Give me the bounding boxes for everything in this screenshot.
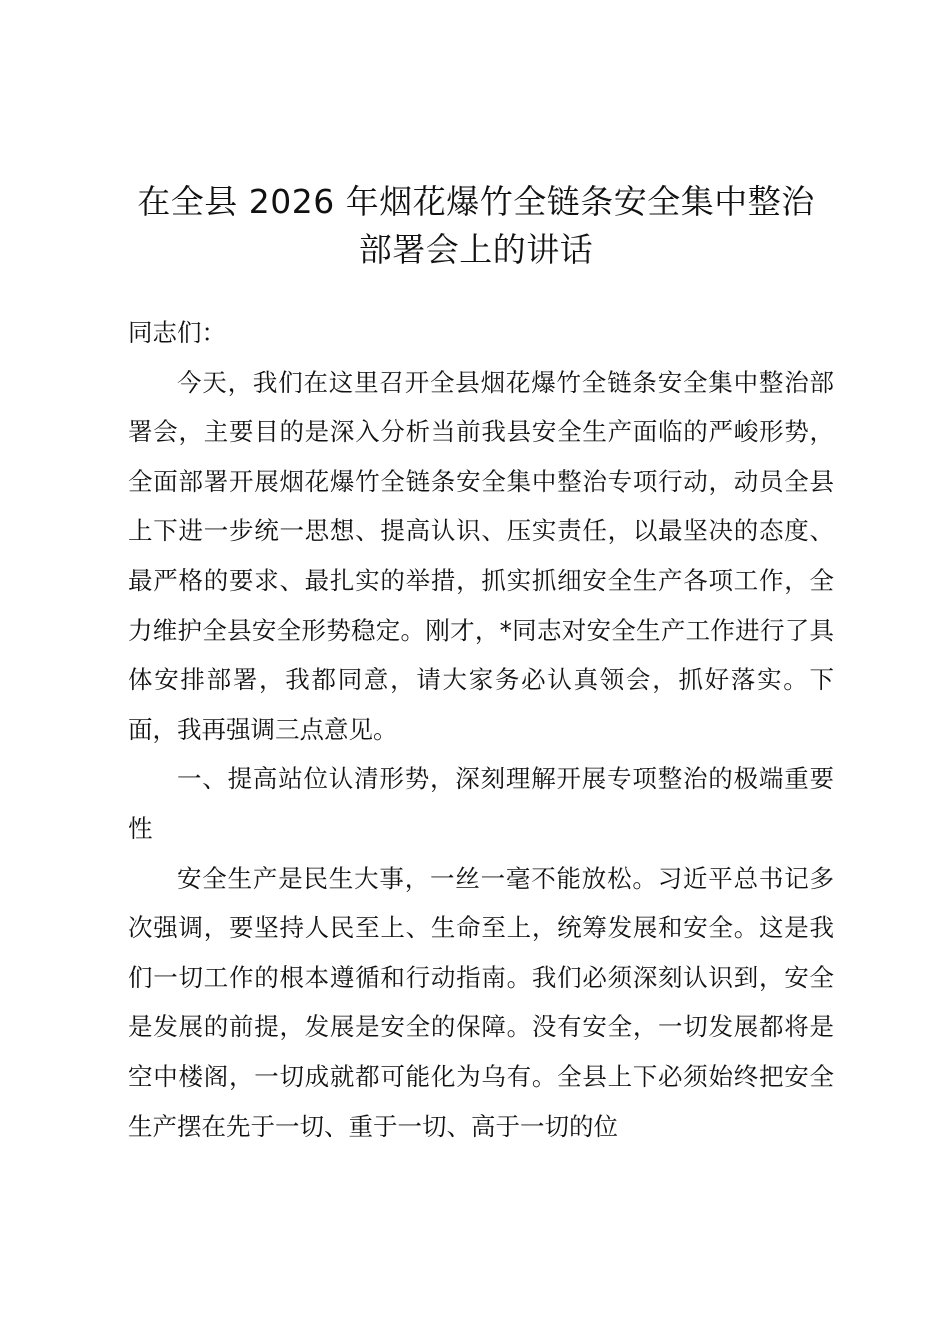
section-heading-1: 一、提高站位认清形势，深刻理解开展专项整治的极端重要性 (128, 764, 834, 843)
document-title (120, 178, 832, 274)
document-body (128, 308, 834, 1151)
title-line-1: 在全县 2026 年烟花爆竹全链条安全集中整治 (137, 182, 815, 221)
paragraph-section-1: 安全生产是民生大事，一丝一毫不能放松。习近平总书记多次强调，要坚持人民至上、生命至上，统筹发展和安全。这是我们一切工作的根本遵循和行动指南。我们必须深刻认识到，安全是发展的前提，发展是安全的保障。没有安全，一切发展都将是空中楼阁，一切成就都可能化为乌有。全县上下必须始终把安全生产摆在先于一切、重于一切、高于一切的位 (128, 863, 834, 1141)
title-line-2: 部署会上的讲话 (358, 230, 594, 269)
greeting: 同志们： (128, 318, 226, 347)
paragraph-opening: 今天，我们在这里召开全县烟花爆竹全链条安全集中整治部署会，主要目的是深入分析当前我县安全生产面临的严峻形势，全面部署开展烟花爆竹全链条安全集中整治专项行动，动员全县上下进一步统一思想、提高认识、压实责任，以最坚决的态度、最严格的要求、最扎实的举措，抓实抓细安全生产各项工作，全力维护全县安全形势稳定。刚才，*同志对安全生产工作进行了具体安排部署，我都同意，请大家务必认真领会，抓好落实。下面，我再强调三点意见。 (128, 367, 834, 744)
